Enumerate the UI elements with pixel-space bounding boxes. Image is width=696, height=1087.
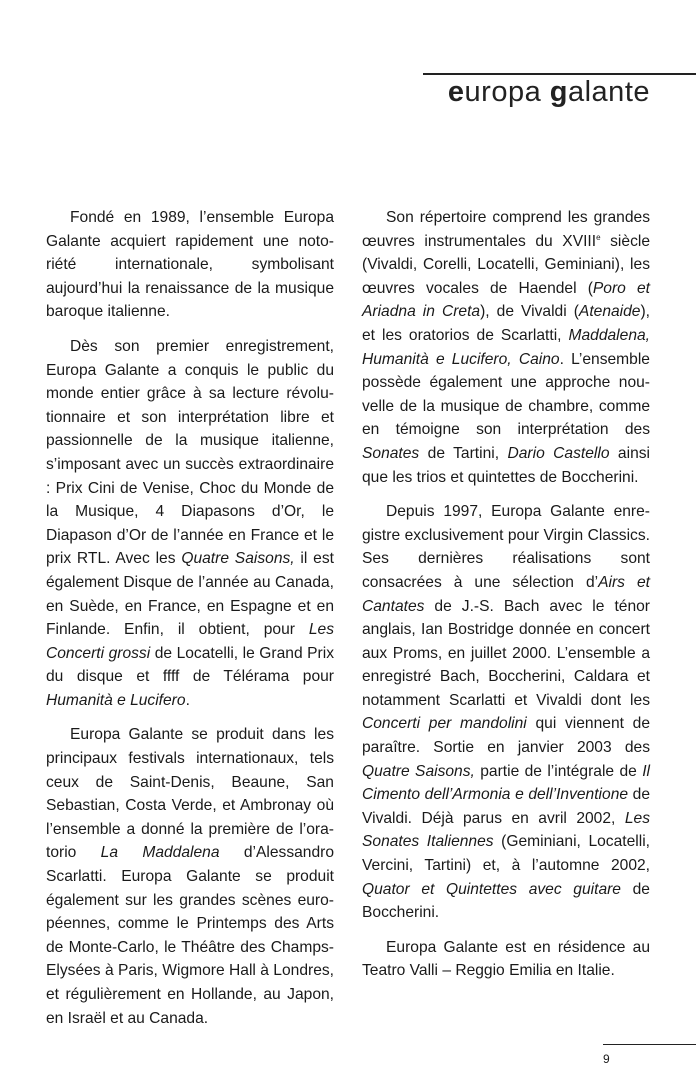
text-run: . [185,691,190,709]
italic-title: Quatre Saisons, [181,550,295,568]
title-initial-g: g [549,76,568,108]
text-run: (Geminiani, Locatelli, Vercini, Tartini) et, à l’automne 2002, [362,833,650,875]
title-part-1: uropa [464,76,550,108]
text-run: il est également Disque de l’année au Canada, en Suède, en France, en Espagne et en Finlande. Enfin, il obtient, pour [46,550,334,639]
header-rule [423,73,696,75]
title-part-2: alante [567,76,650,108]
paragraph-festivals [46,723,334,1030]
text-run: ), de Vivaldi ( [480,303,579,321]
paragraph-recordings [362,500,650,925]
text-run: . L’ensemble possède également une approche nouvelle de la musique de chambre, comme en témoigne son interprétation des [362,350,650,439]
italic-title: Airs et Cantates [362,573,650,615]
italic-title: Quator et Quintettes avec guitare [362,880,621,898]
page-title [448,76,650,109]
superscript: e [596,232,601,242]
italic-title: Dario Castello [507,444,610,462]
page-number: 9 [603,1052,610,1066]
italic-title: Sonates [362,444,420,462]
text-run: de Boccherini. [362,880,650,922]
italic-title: Poro et Ariadna in Creta [362,279,650,321]
paragraph-first-recording [46,335,334,713]
italic-title: Humanità e Lucifero [46,691,186,709]
text-run: Dès son premier enregistrement, Europa Galante a conquis le public du monde entier grâce à sa lecture révolutionnaire et son interprétation libre et passionnelle de la musique italienne, s’imposant avec un succès extraordinaire : Prix Cini de Venise, Choc du Monde de la Musique, 4 Diapasons d’Or, le Diapason d’Or de l’année en France et le prix RTL. Avec les [46,337,334,568]
text-run: ), et les oratorios de Scarlatti, [362,303,651,344]
italic-title: Les Concerti grossi [46,621,334,662]
text-run: de J.-S. Bach avec le ténor anglais, Ian Bostridge donnée en concert aux Proms, en juillet 2000. L’ensemble a enregistré Bach, Boccherini, Caldara et notamment Scarlatti et Vivaldi dont les [362,597,650,709]
text-run: qui viennent de paraître. Sortie en janvier 2003 des [362,715,650,757]
left-column [46,206,334,1030]
text-run: partie de l’intégrale de [474,762,643,780]
paragraph-residence: Europa Galante est en résidence au Teatro Valli – Reggio Emilia en Italie. [362,938,650,980]
text-run: Europa Galante se produit dans les principaux festivals internationaux, tels ceux de Saint-Denis, Beaune, San Sebastian, Costa Verde, et Ambronay où l’ensemble a donné la première de l’oratorio [46,726,334,862]
italic-title: La Maddalena [100,844,220,862]
title-initial-e: e [447,76,465,108]
text-run: ainsi que les trios et quintettes de Boccherini. [362,444,651,486]
italic-title: Maddalena, Humanità e Lucifero, Caino [362,326,650,368]
paragraph-founding: Fondé en 1989, l’ensemble Europa Galante acquiert rapidement une notoriété internationale, symbolisant aujourd’hui la renaissance de la musique baroque italienne. [46,209,334,321]
text-run: de Locatelli, le Grand Prix du disque et ffff de Télérama pour [46,644,334,686]
italic-title: Il Cimento dell’Armonia e dell’Inventione [362,762,650,804]
italic-title: Les Sonates Italiennes [362,809,650,851]
paragraph-repertoire [362,206,650,489]
text-run: siècle (Vivaldi, Corelli, Locatelli, Geminiani), les œuvres vocales de Haendel ( [362,232,650,297]
right-column [362,206,650,983]
italic-title: Atenaide [578,303,641,321]
italic-title: Concerti per mandolini [362,715,527,733]
text-run: Son répertoire comprend les grandes œuvres instrumentales du XVIII [362,209,650,250]
footer-rule [603,1044,696,1045]
text-run: de Vivaldi. Déjà parus en avril 2002, [362,786,650,827]
text-run: d’Alessandro Scarlatti. Europa Galante se produit également sur les grandes scènes européennes, comme le Printemps des Arts de Monte-Carlo, le Théâtre des Champs-Elysées à Paris, Wigmore Hall à Londres, et régulièrement en Hollande, au Japon, en Israël et au Canada. [46,844,334,1027]
text-run: Depuis 1997, Europa Galante enregistre exclusivement pour Virgin Classics. Ses dernières réalisations sont consacrées à une sélection d’ [362,503,650,591]
italic-title: Quatre Saisons, [362,762,475,780]
text-run: de Tartini, [419,444,508,462]
